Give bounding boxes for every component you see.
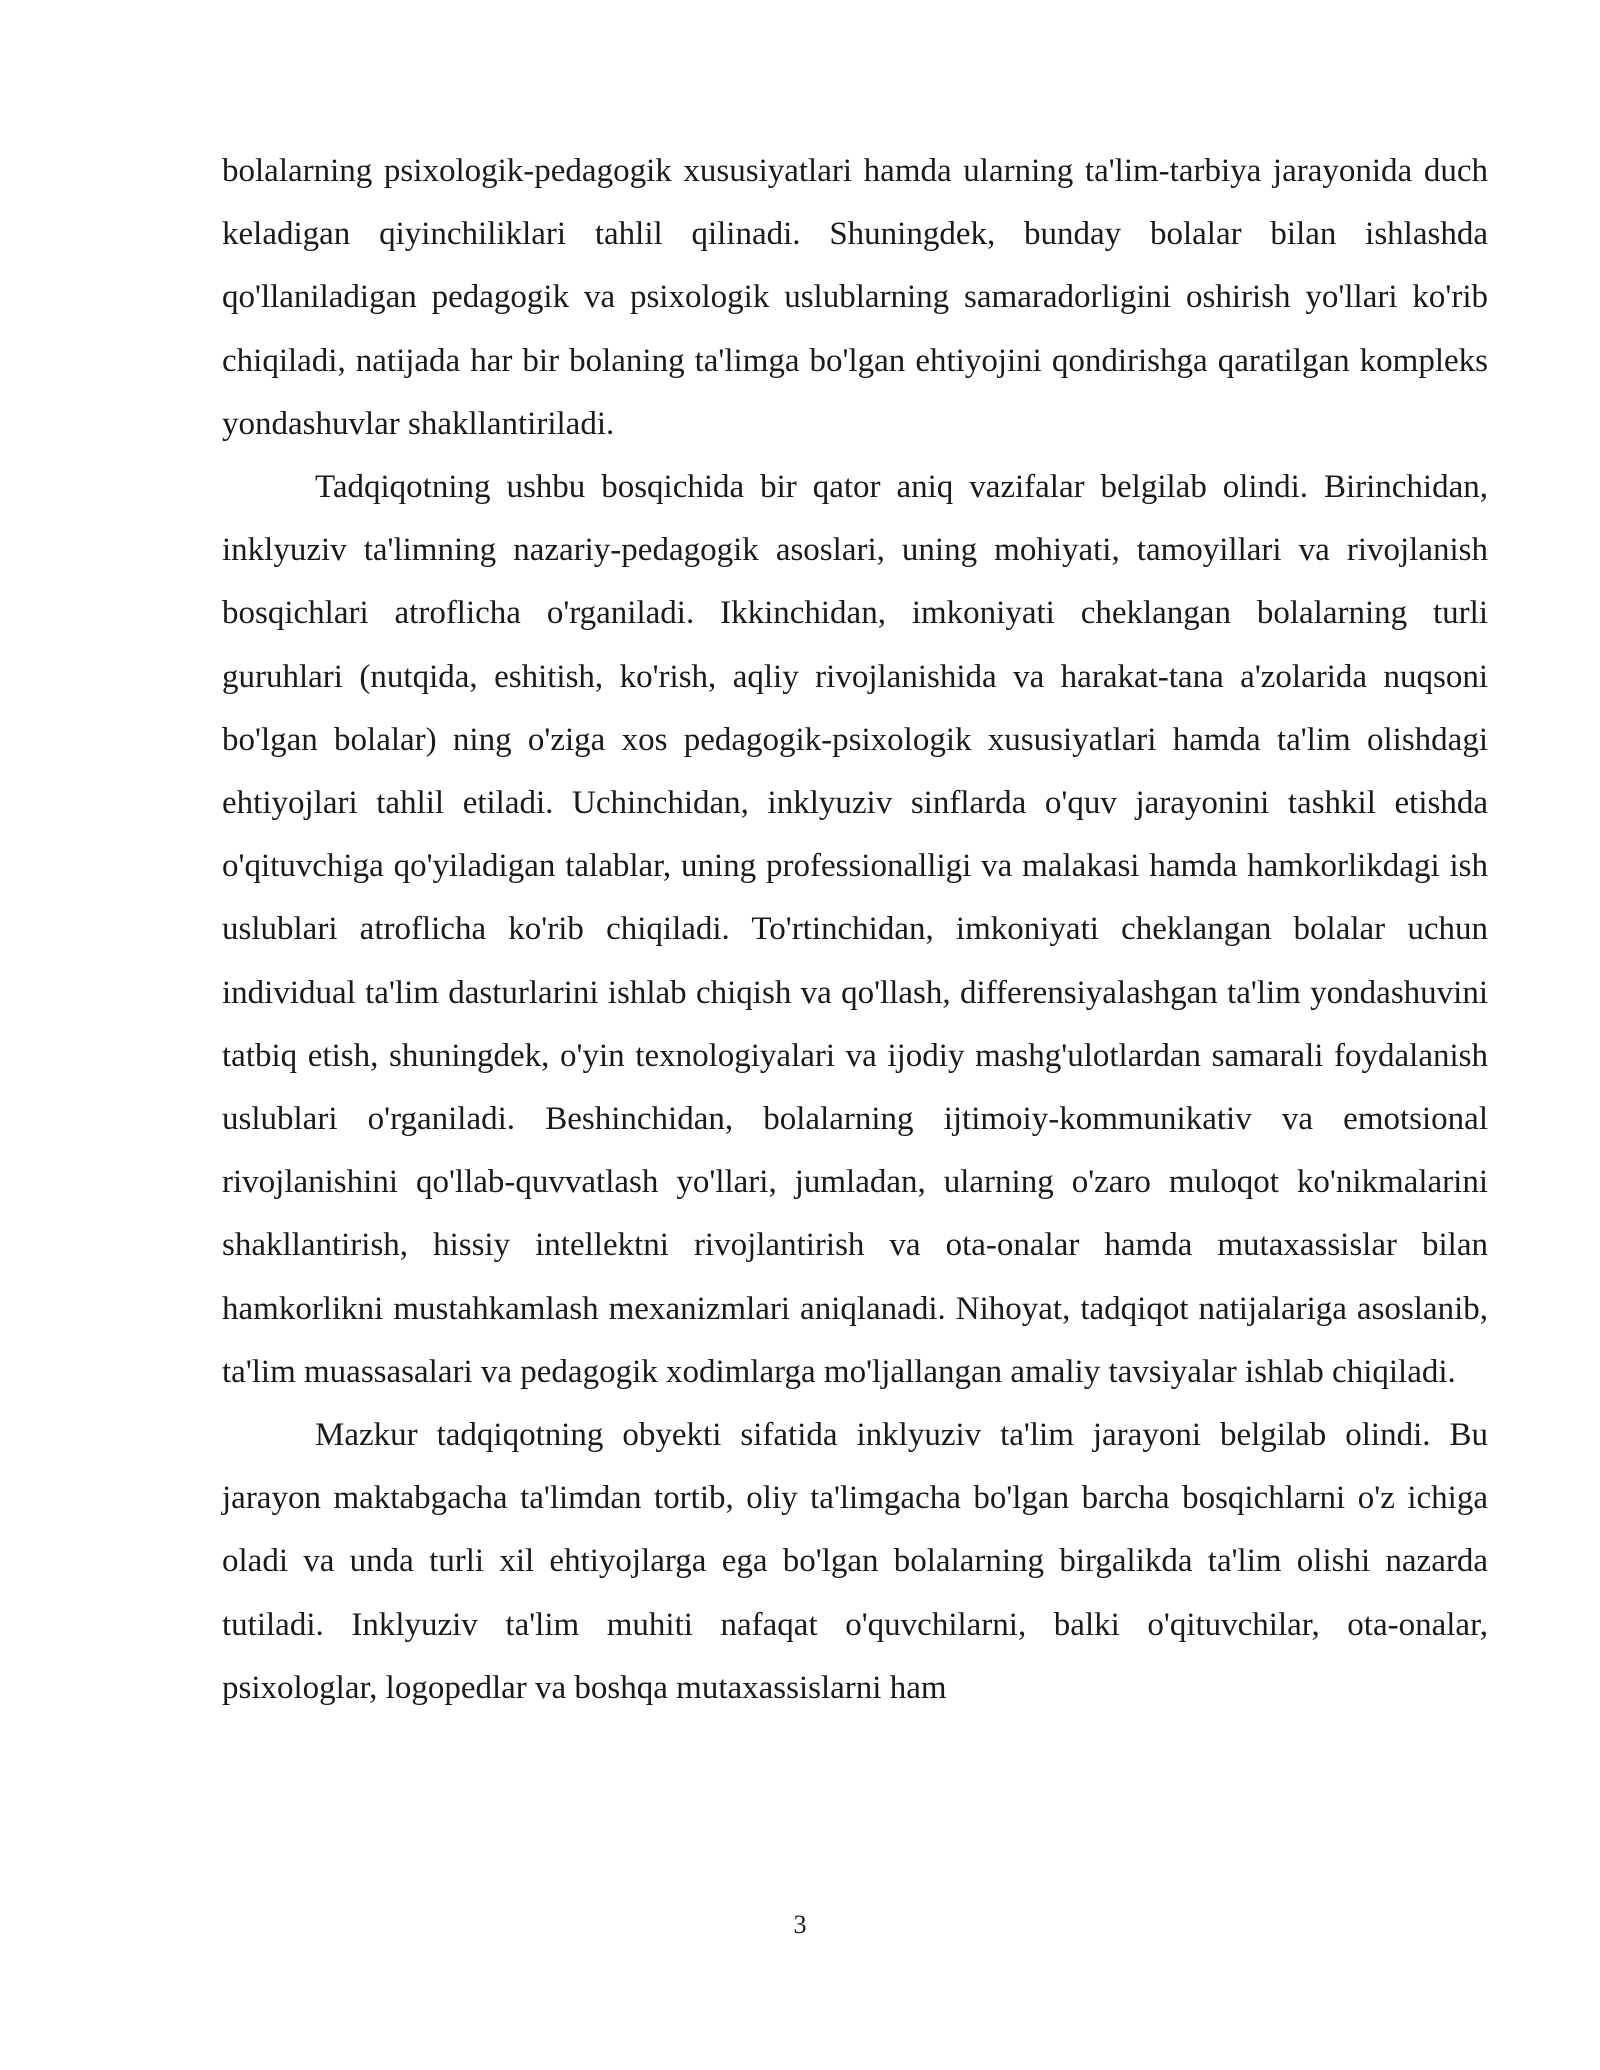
page-number: 3 <box>793 1910 807 1939</box>
paragraph-research-object: Mazkur tadqiqotning obyekti sifatida inklyuziv ta'lim jarayoni belgilab olindi. Bu jarayon maktabgacha ta'limdan tortib, oliy ta'limgacha bo'lgan barcha bosqichlarni o'z ichiga oladi va unda turli xil ehtiyojlarga ega bo'lgan bolalarning birgalikda ta'lim olishi nazarda tutiladi. Inklyuziv ta'lim muhiti nafaqat o'quvchilarni, balki o'qituvchilar, ota-onalar, psixologlar, logopedlar va boshqa mutaxassislarni ham <box>222 1417 1488 1706</box>
body-text <box>222 140 1488 1720</box>
paragraph-research-tasks: Tadqiqotning ushbu bosqichida bir qator aniq vazifalar belgilab olindi. Birinchidan, inklyuziv ta'limning nazariy-pedagogik asoslari, uning mohiyati, tamoyillari va rivojlanish bosqichlari atroflicha o'rganiladi. Ikkinchidan, imkoniyati cheklangan bolalarning turli guruhlari (nutqida, eshitish, ko'rish, aqliy rivojlanishida va harakat-tana a'zolarida nuqsoni bo'lgan bolalar) ning o'ziga xos pedagogik-psixologik xususiyatlari hamda ta'lim olishdagi ehtiyojlari tahlil etiladi. Uchinchidan, inklyuziv sinflarda o'quv jarayonini tashkil etishda o'qituvchiga qo'yiladigan talablar, uning professionalligi va malakasi hamda hamkorlikdagi ish uslublari atroflicha ko'rib chiqiladi. To'rtinchidan, imkoniyati cheklangan bolalar uchun individual ta'lim dasturlarini ishlab chiqish va qo'llash, differensiyalashgan ta'lim yondashuvini tatbiq etish, shuningdek, o'yin texnologiyalari va ijodiy mashg'ulotlardan samarali foydalanish uslublari o'rganiladi. Beshinchidan, bolalarning ijtimoiy-kommunikativ va emotsional rivojlanishini qo'llab-quvvatlash yo'llari, jumladan, ularning o'zaro muloqot ko'nikmalarini shakllantirish, hissiy intellektni rivojlantirish va ota-onalar hamda mutaxassislar bilan hamkorlikni mustahkamlash mexanizmlari aniqlanadi. Nihoyat, tadqiqot natijalariga asoslanib, ta'lim muassasalari va pedagogik xodimlarga mo'ljallangan amaliy tavsiyalar ishlab chiqiladi. <box>222 469 1488 1390</box>
paragraph-continuation: bolalarning psixologik-pedagogik xususiyatlari hamda ularning ta'lim-tarbiya jarayonida duch keladigan qiyinchiliklari tahlil qilinadi. Shuningdek, bunday bolalar bilan ishlashda qo'llaniladigan pedagogik va psixologik uslublarning samaradorligini oshirish yo'llari ko'rib chiqiladi, natijada har bir bolaning ta'limga bo'lgan ehtiyojini qondirishga qaratilgan kompleks yondashuvlar shakllantiriladi. <box>222 153 1488 442</box>
